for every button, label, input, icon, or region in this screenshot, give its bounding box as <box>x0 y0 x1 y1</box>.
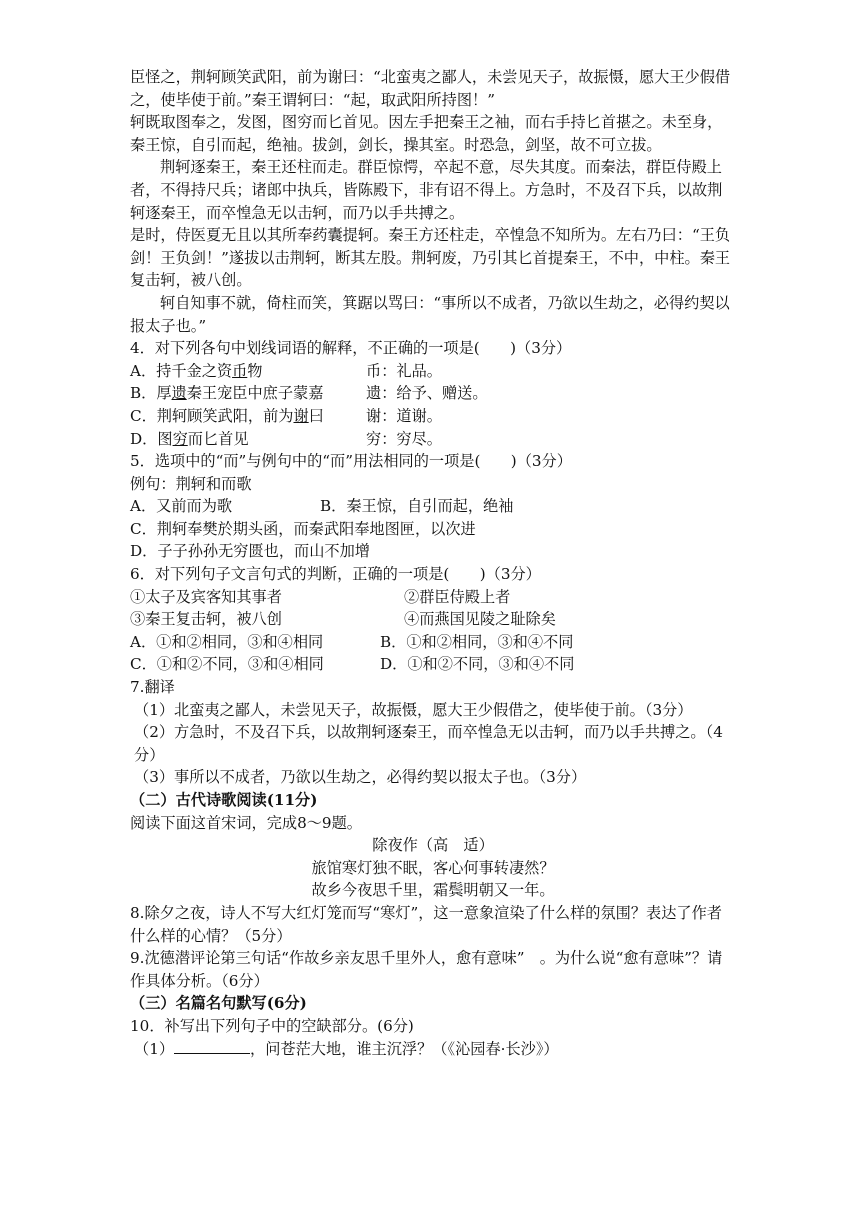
section-2-intro: 阅读下面这首宋词，完成8～9题。 <box>130 813 362 832</box>
option-b: B．秦王惊，自引而起，绝袖 <box>320 497 514 516</box>
option-a: A．又前而为歌 <box>130 497 233 516</box>
option-c: C．荆轲奉樊於期头函，而秦武阳奉地图匣，以次进 <box>130 519 476 538</box>
passage-paragraph: 轲既取图奉之，发图，图穷而匕首见。因左手把秦王之袖，而右手持匕首揕之。未至身，秦王惊，自引而起，绝袖。拔剑，剑长，操其室。时恐急，剑坚，故不可立拔。 <box>130 113 723 154</box>
passage-paragraph: 臣怪之，荆轲顾笑武阳，前为谢曰：“北蛮夷之鄙人，未尝见天子，故振慑，愿大王少假借之，使毕使于前。”秦王谓轲曰：“起，取武阳所持图！” <box>130 68 731 109</box>
sentence-1: ①太子及宾客知其事者 <box>130 587 282 606</box>
question-4-option-d <box>130 428 736 451</box>
underlined-word: 谢 <box>293 406 309 425</box>
underlined-word: 穷 <box>172 429 188 448</box>
option-d: D．子子孙孙无穷匮也，而山不加增 <box>130 542 370 561</box>
section-3-title: （三）名篇名句默写(6分) <box>130 994 307 1013</box>
fill-blank[interactable] <box>174 1039 250 1054</box>
underlined-word: 币 <box>232 361 248 380</box>
option-sentence: D．图穷而匕首见 <box>130 429 249 448</box>
question-5-stem: 5．选项中的“而”与例句中的“而”用法相同的一项是( )（3分） <box>130 452 572 471</box>
question-4-option-b <box>130 382 736 405</box>
poem-line-1: 旅馆寒灯独不眠，客心何事转凄然？ <box>311 858 555 877</box>
section-2-title: （二）古代诗歌阅读(11分) <box>130 791 318 809</box>
sentence-4: ④而燕国见陵之耻除矣 <box>404 610 556 629</box>
sentence-2: ②群臣侍殿上者 <box>404 587 511 606</box>
question-6-sentences-34 <box>130 608 736 631</box>
question-9: 9.沈德潜评论第三句话“作故乡亲友思千里外人，愈有意味” 。为什么说“愈有意味”？请作具体分析。（6分） <box>130 949 723 990</box>
question-6-sentences-12 <box>130 586 736 609</box>
translation-item-1: （1）北蛮夷之鄙人，未尝见天子，故振慑，愿大王少假借之，使毕使于前。（3分） <box>134 700 693 719</box>
option-b: B．①和②相同，③和④不同 <box>380 632 574 651</box>
question-8: 8.除夕之夜，诗人不写大红灯笼而写“寒灯”，这一意象渲染了什么样的氛围？表达了作者什么样的心情？（5分） <box>130 903 722 945</box>
question-4-stem: 4．对下列各句中划线词语的解释，不正确的一项是( )（3分） <box>130 339 572 358</box>
sentence-3: ③秦王复击轲，被八创 <box>130 610 282 629</box>
passage-paragraph: 荆轲逐秦王，秦王还柱而走。群臣惊愕，卒起不意，尽失其度。而秦法，群臣侍殿上者，不得持尺兵；诸郎中执兵，皆陈殿下，非有诏不得上。方急时，不及召下兵，以故荆轲逐秦王，而卒惶急无以击轲，而乃以手共搏之。 <box>130 158 723 222</box>
question-5-example: 例句：荆轲和而歌 <box>130 474 252 493</box>
underlined-word: 遗 <box>171 384 187 403</box>
option-c: C．①和②不同，③和④相同 <box>130 655 324 674</box>
question-4-option-c <box>130 405 736 428</box>
question-6-options-cd <box>130 653 736 676</box>
recitation-item-1: （1） ，问苍茫大地，谁主沉浮？（《沁园春·长沙》） <box>134 1039 559 1058</box>
question-6-stem: 6．对下列句子文言句式的判断，正确的一项是( )（3分） <box>130 565 541 584</box>
option-gloss: 谢：道谢。 <box>366 406 442 425</box>
poem-line-2: 故乡今夜思千里，霜鬓明朝又一年。 <box>311 881 555 900</box>
option-a: A．①和②相同，③和④相同 <box>130 632 324 651</box>
option-gloss: 币：礼品。 <box>366 361 442 380</box>
option-sentence: A．持千金之资币物 <box>130 361 263 380</box>
question-7-title: 7.翻译 <box>130 678 175 697</box>
passage-paragraph: 轲自知事不就，倚柱而笑，箕踞以骂曰：“事所以不成者，乃欲以生劫之，必得约契以报太子也。” <box>130 293 730 335</box>
question-6-options-ab <box>130 631 736 654</box>
document-page <box>130 66 736 1060</box>
option-sentence: C．荆轲顾笑武阳，前为谢曰 <box>130 406 324 425</box>
poem-title: 除夜作（高 适） <box>372 836 494 855</box>
question-5-options-ab <box>130 495 736 518</box>
translation-item-3: （3）事所以不成者，乃欲以生劫之，必得约契以报太子也。（3分） <box>134 768 587 787</box>
question-4-option-a <box>130 360 736 383</box>
option-sentence: B．厚遗秦王宠臣中庶子蒙嘉 <box>130 384 324 403</box>
option-gloss: 遗：给予、赠送。 <box>366 384 488 403</box>
option-d: D．①和②不同，③和④不同 <box>380 655 575 674</box>
translation-item-2: （2）方急时，不及召下兵，以故荆轲逐秦王，而卒惶急无以击轲，而乃以手共搏之。（4分） <box>134 723 723 764</box>
question-10-stem: 10．补写出下列句子中的空缺部分。(6分) <box>130 1016 414 1035</box>
option-gloss: 穷：穷尽。 <box>366 429 442 448</box>
passage-paragraph: 是时，侍医夏无且以其所奉药囊提轲。秦王方还柱走，卒惶急不知所为。左右乃曰：“王负剑！王负剑！”遂拔以击荆轲，断其左股。荆轲废，乃引其匕首提秦王，不中，中柱。秦王复击轲，被八创。 <box>130 226 731 290</box>
